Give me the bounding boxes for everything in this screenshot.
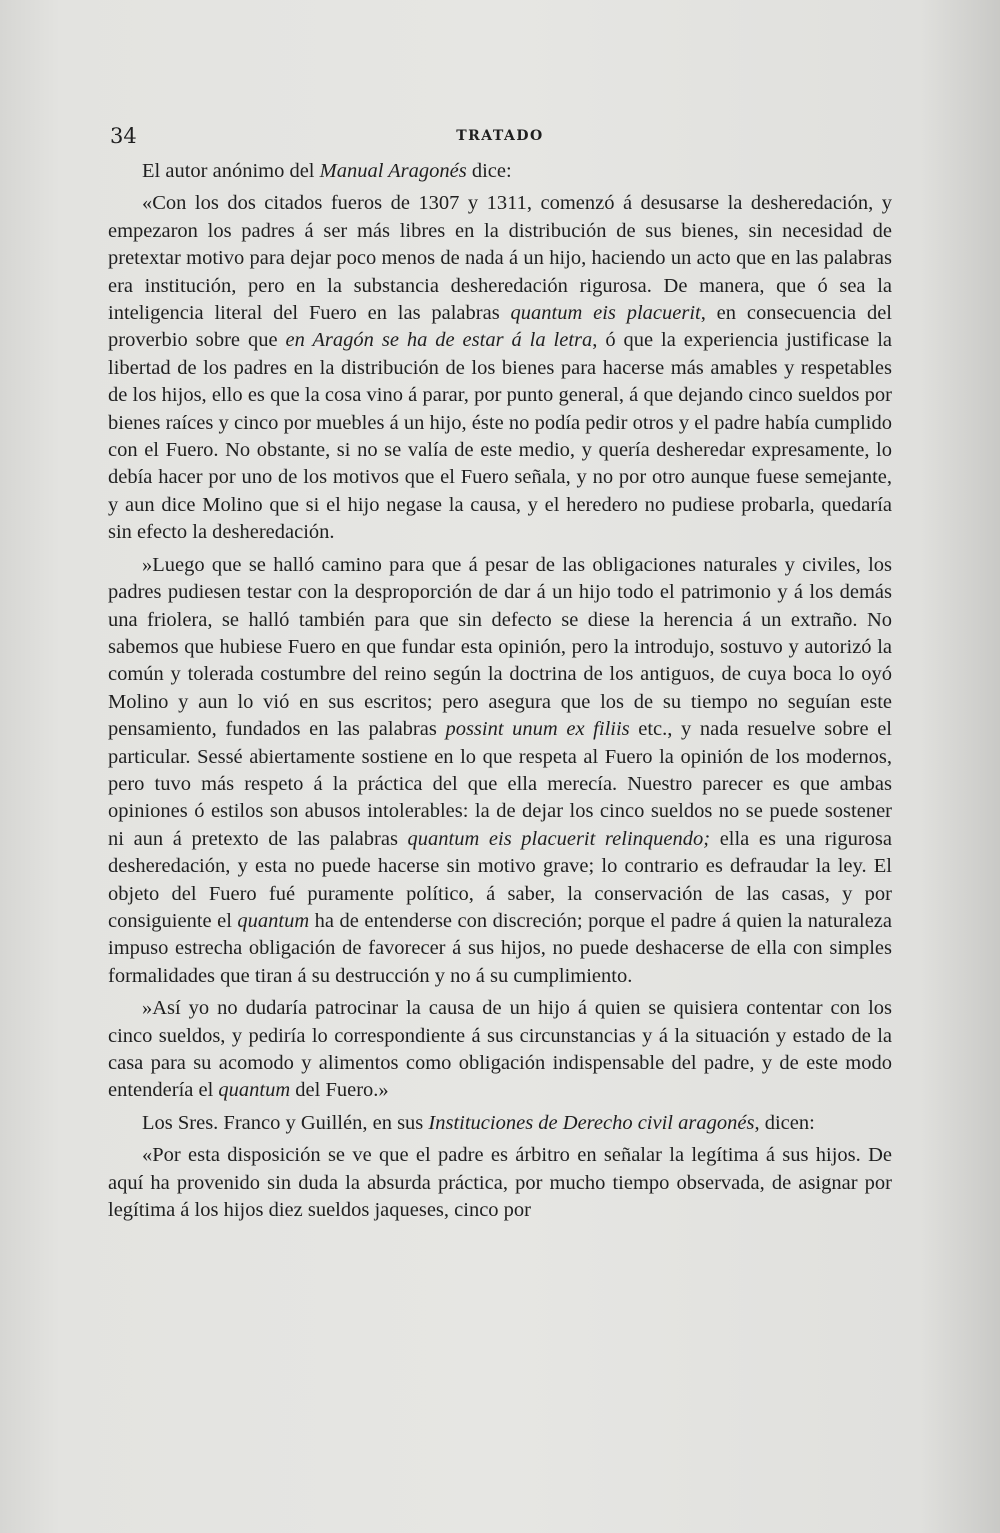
paragraph <box>108 190 892 546</box>
italic-text: Instituciones de Derecho civil aragonés <box>428 1111 755 1134</box>
text-run: »Luego que se halló camino para que á pesar de las obligaciones naturales y civiles, los padres pudiesen testar con la desproporción de dar á un hijo todo el patrimonio y á los demás una friolera, se halló también para que sin defecto se diese la herencia á un extraño. No sabemos que hubiese Fuero en que fundar esta opinión, pero la introdujo, sostuvo y autorizó la común y tolerada costumbre del reino según la doctrina de los antiguos, de cuya boca lo oyó Molino y aun lo vió en sus escritos; pero asegura que los de su tiempo no seguían este pensamiento, fundados en las palabras <box>108 553 892 741</box>
text-run: El autor anónimo del <box>142 160 320 182</box>
italic-text: quantum <box>218 1079 291 1102</box>
text-run: dice: <box>466 160 512 182</box>
text-run: Los Sres. Franco y Guillén, en sus <box>142 1111 429 1134</box>
italic-text: possint unum ex filiis <box>445 718 630 741</box>
text-run: ella es una rigurosa desheredación, y esta no puede hacerse sin motivo grave; lo contrario es defraudar la ley. El objeto del Fuero fué puramente político, á saber, la conservación de las casas, y por consiguiente el <box>108 827 892 932</box>
paragraph <box>108 1142 892 1224</box>
text-run: , ó que la experiencia justificase la libertad de los padres en la distribución de los bienes para hacerse más amables y respetables de los hijos, ello es que la cosa vino á parar, por punto general, á que dejando cinco sueldos por bienes raíces y cinco por muebles á un hijo, éste no podía pedir otros y el padre había cumplido con el Fuero. No obstante, si no se valía de este medio, y quería desheredar expresamente, lo debía hacer por uno de los motivos que el Fuero señala, y no por otro aunque fuese semejante, y aun dice Molino que si el hijo negase la causa, y el heredero no pudiese probarla, quedaría sin efecto la desheredación. <box>108 329 893 544</box>
text-run: , en consecuencia del proverbio sobre que <box>108 302 892 352</box>
page-header <box>110 124 890 154</box>
page-number: 34 <box>110 124 137 148</box>
paragraph <box>108 1110 892 1137</box>
text-run: «Por esta disposición se ve que el padre es árbitro en señalar la legítima á sus hijos. De aquí ha provenido sin duda la absurda práctica, por mucho tiempo observada, de asignar por legítima á los hijos diez sueldos jaqueses, cinco por <box>108 1144 892 1222</box>
italic-text: Manual Aragonés <box>319 160 467 182</box>
paragraph <box>108 158 892 185</box>
running-head: TRATADO <box>456 128 544 144</box>
paragraph <box>108 995 892 1105</box>
text-run: , dicen: <box>754 1111 815 1134</box>
text-run: «Con los dos citados fueros de 1307 y 1311, comenzó á desusarse la desheredación, y empezaron los padres á ser más libres en la distribución de sus bienes, sin necesidad de pretextar motivo para dejar poco menos de nada á un hijo, haciendo un acto que en las palabras era institución, pero en la substancia desheredación rigurosa. De manera, que ó sea la inteligencia literal del Fuero en las palabras <box>108 192 892 325</box>
italic-text: quantum <box>237 909 310 932</box>
italic-text: quantum eis placuerit <box>510 302 701 325</box>
text-run: del Fuero.» <box>290 1079 389 1102</box>
text-run: ha de entenderse con discreción; porque el padre á quien la naturaleza impuso estrecha obligación de favorecer á sus hijos, no puede deshacerse de ella con simples formalidades que tiran á su destrucción y no á su cumplimiento. <box>108 909 892 987</box>
italic-text: quantum eis placuerit relinquendo; <box>407 827 711 850</box>
page-body <box>108 158 892 1224</box>
text-run: »Así yo no dudaría patrocinar la causa de un hijo á quien se quisiera contentar con los cinco sueldos, y pediría lo correspondiente á sus circunstancias y á la situación y estado de la casa para su acomodo y alimentos como obligación indispensable del padre, y de este modo entendería el <box>108 997 892 1102</box>
italic-text: en Aragón se ha de estar á la letra <box>285 329 593 352</box>
paragraph <box>108 552 892 991</box>
text-run: etc., y nada resuelve sobre el particular. Sessé abiertamente sostiene en lo que respeta al Fuero la opinión de los modernos, pero tuvo más respeto á la práctica del que ella merecía. Nuestro parecer es que ambas opiniones ó estilos son abusos intolerables: la de dejar los cinco sueldos no se puede sostener ni aun á pretexto de las palabras <box>108 718 892 850</box>
